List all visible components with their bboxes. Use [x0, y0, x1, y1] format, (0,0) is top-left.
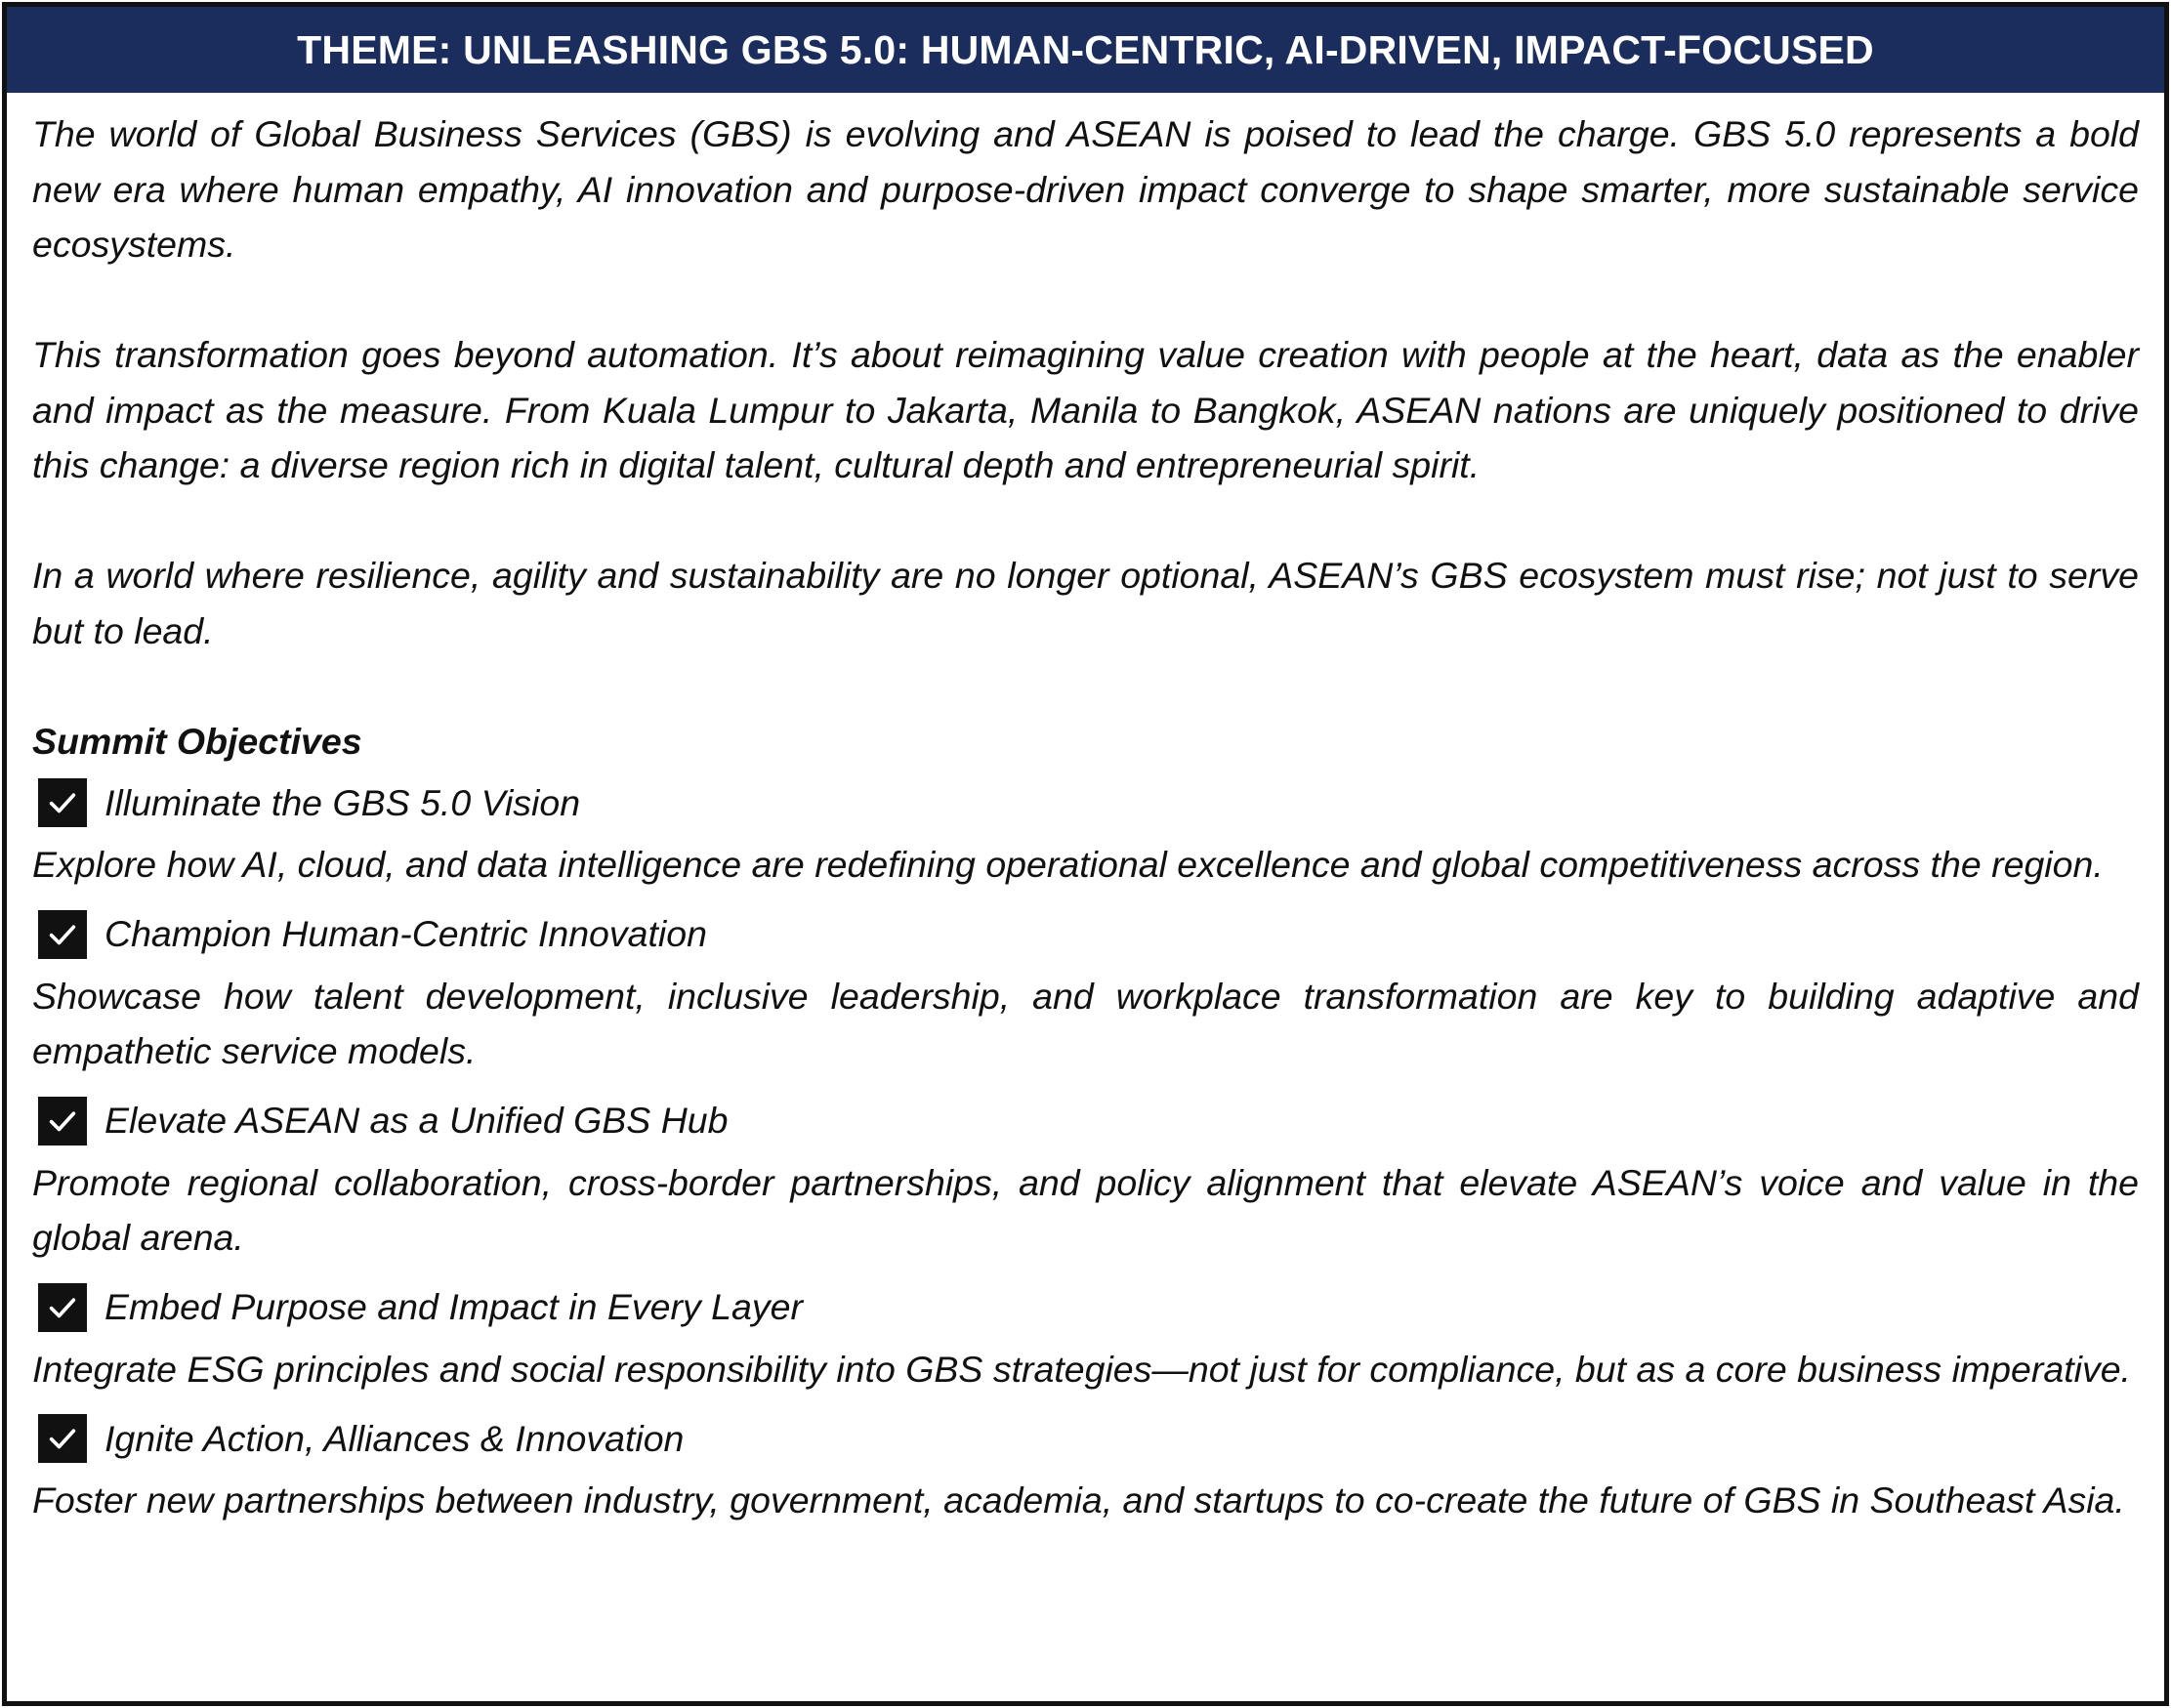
checkbox-checked-icon	[38, 778, 87, 827]
objective-item	[32, 900, 2139, 1079]
objective-description: Integrate ESG principles and social responsibility into GBS strategies—not just for compliance, but as a core business imperative.	[32, 1348, 2131, 1390]
objective-description: Foster new partnerships between industry, government, academia, and startups to co-create the future of GBS in Southeast Asia.	[32, 1479, 2125, 1521]
intro-paragraph: In a world where resilience, agility and sustainability are no longer optional, ASEAN’s GBS ecosystem must rise; not just to serve but to lead.	[32, 555, 2139, 651]
checkbox-checked-icon	[38, 1283, 87, 1332]
objective-title: Embed Purpose and Impact in Every Layer	[104, 1286, 803, 1328]
objective-description: Promote regional collaboration, cross-border partnerships, and policy alignment that elevate ASEAN’s voice and value in the global arena.	[32, 1161, 2139, 1258]
objective-title: Ignite Action, Alliances & Innovation	[104, 1417, 685, 1459]
theme-box	[2, 2, 2169, 1706]
intro-paragraph: The world of Global Business Services (GBS) is evolving and ASEAN is poised to lead the charge. GBS 5.0 represents a bold new era where human empathy, AI innovation and purpose-driven impact converge to shape smarter, more sustainable service ecosystems.	[32, 113, 2139, 265]
theme-content	[7, 93, 2164, 1528]
theme-header	[7, 7, 2164, 93]
objective-header	[32, 1087, 2139, 1155]
intro-paragraph: This transformation goes beyond automation. It’s about reimagining value creation with people at the heart, data as the enabler and impact as the measure. From Kuala Lumpur to Jakarta, Manila to Bangkok, ASEAN nations are uniquely positioned to drive this change: a diverse region rich in digital talent, cultural depth and entrepreneurial spirit.	[32, 334, 2139, 485]
checkbox-checked-icon	[38, 1414, 87, 1463]
objective-title: Elevate ASEAN as a Unified GBS Hub	[104, 1100, 729, 1142]
objective-description: Explore how AI, cloud, and data intelligence are redefining operational excellence and global competitiveness across the region.	[32, 844, 2104, 885]
objectives-heading: Summit Objectives	[32, 720, 362, 762]
objective-header	[32, 769, 2139, 837]
objective-item	[32, 1404, 2139, 1528]
objective-header	[32, 1404, 2139, 1473]
objective-item	[32, 1087, 2139, 1266]
objective-title: Champion Human-Centric Innovation	[104, 913, 707, 955]
objective-description: Showcase how talent development, inclusive leadership, and workplace transformation are key to building adaptive and empathetic service models.	[32, 975, 2139, 1071]
objective-title: Illuminate the GBS 5.0 Vision	[104, 781, 581, 823]
objective-item	[32, 1273, 2139, 1397]
checkbox-checked-icon	[38, 1097, 87, 1146]
objective-header	[32, 900, 2139, 969]
objective-item	[32, 769, 2139, 893]
theme-title: THEME: UNLEASHING GBS 5.0: HUMAN-CENTRIC, AI-DRIVEN, IMPACT-FOCUSED	[297, 26, 1874, 72]
checkbox-checked-icon	[38, 910, 87, 959]
objective-header	[32, 1273, 2139, 1342]
